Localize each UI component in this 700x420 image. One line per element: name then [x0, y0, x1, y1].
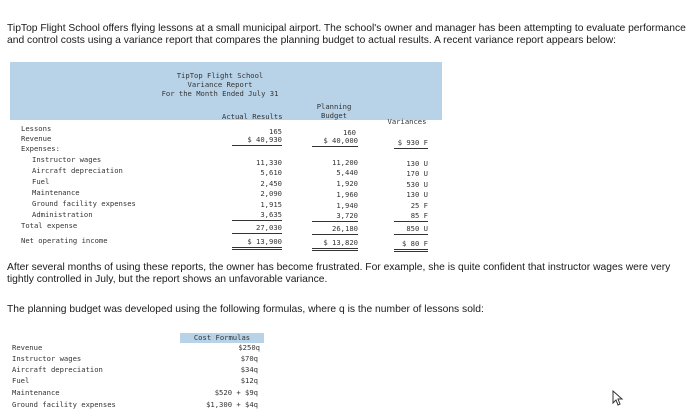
formula-label: Maintenance: [12, 388, 60, 397]
row-label: Net operating income: [21, 236, 108, 245]
formula-value: $70q: [240, 354, 258, 363]
row-label: Lessons: [21, 124, 52, 133]
formula-value: $1,300 + $4q: [206, 400, 258, 409]
planning-value: 160: [343, 128, 356, 137]
frustration-paragraph: After several months of using these reports, the owner has become frustrated. For example, she is quite confident that instructor wages were very tightly controlled in July, but the report shows an unfavorable variance.: [7, 262, 671, 285]
variance-value: 170 U: [406, 169, 428, 178]
col-actual-results: Actual Results: [222, 112, 283, 121]
planning-value: 1,920: [336, 179, 358, 188]
row-label: Revenue: [21, 134, 52, 143]
actual-value: 3,635: [232, 209, 282, 221]
planning-value: 1,940: [336, 201, 358, 210]
row-label: Expenses:: [21, 144, 60, 153]
formula-value: $34q: [240, 365, 258, 374]
report-title: TipTop Flight School: [176, 71, 264, 80]
variance-value: 130 U: [406, 159, 428, 168]
formula-intro-paragraph: [7, 304, 695, 316]
actual-value: 2,090: [260, 189, 282, 198]
col-planning-1: Planning: [316, 102, 352, 111]
planning-value: 11,200: [332, 158, 358, 167]
formula-label: Fuel: [12, 376, 30, 385]
report-subtitle: Variance Report: [187, 80, 253, 89]
report-period: For the Month Ended July 31: [161, 89, 279, 98]
row-label: Instructor wages: [32, 155, 102, 164]
formula-label: Revenue: [12, 343, 43, 352]
intro-paragraph: TipTop Flight School offers flying lessons at a small municipal airport. The school's owner and manager has been attempting to evaluate performance and control costs using a variance report that compares the planning budget to actual results. A recent variance report appears below:: [7, 23, 686, 46]
variance-value: 25 F: [410, 201, 428, 210]
actual-value: 5,610: [260, 168, 282, 177]
variance-value: 850 U: [394, 223, 428, 235]
actual-value: 1,915: [260, 200, 282, 209]
col-variances: Variances: [387, 117, 427, 126]
planning-value: 26,180: [312, 223, 358, 235]
row-label: Ground facility expenses: [32, 199, 136, 208]
formula-label: Ground facility expenses: [12, 400, 116, 409]
planning-value: 3,720: [312, 210, 358, 222]
cost-formulas-header: Cost Formulas: [193, 333, 251, 342]
formula-label: Aircraft depreciation: [12, 365, 103, 374]
variance-value: 530 U: [406, 180, 428, 189]
variance-value: $ 930 F: [394, 137, 428, 149]
formula-intro-text: The planning budget was developed using the following formulas, where q is the number of lessons sold:: [7, 304, 484, 315]
formula-value: $12q: [240, 376, 258, 385]
row-label: Maintenance: [32, 188, 80, 197]
variance-value: $ 80 F: [394, 238, 428, 252]
row-label: Administration: [32, 210, 93, 219]
mouse-cursor-icon: [612, 390, 626, 406]
planning-value: $ 13,820: [312, 237, 358, 251]
row-label: Aircraft depreciation: [32, 166, 123, 175]
variance-value: 130 U: [406, 190, 428, 199]
variance-value: 85 F: [394, 210, 428, 222]
row-label: Fuel: [32, 177, 50, 186]
actual-value: 11,330: [256, 158, 282, 167]
actual-value: $ 40,930: [232, 134, 282, 146]
col-planning-2: Budget: [321, 111, 347, 120]
formula-label: Instructor wages: [12, 354, 82, 363]
planning-value: 1,960: [336, 190, 358, 199]
actual-value: 2,450: [260, 179, 282, 188]
actual-value: 165: [269, 127, 282, 136]
actual-value: $ 13,900: [232, 236, 282, 250]
planning-value: $ 40,000: [312, 135, 358, 147]
formula-value: $520 + $9q: [214, 388, 258, 397]
planning-value: 5,440: [336, 168, 358, 177]
actual-value: 27,030: [232, 222, 282, 234]
row-label: Total expense: [21, 221, 78, 230]
formula-value: $250q: [238, 343, 260, 352]
